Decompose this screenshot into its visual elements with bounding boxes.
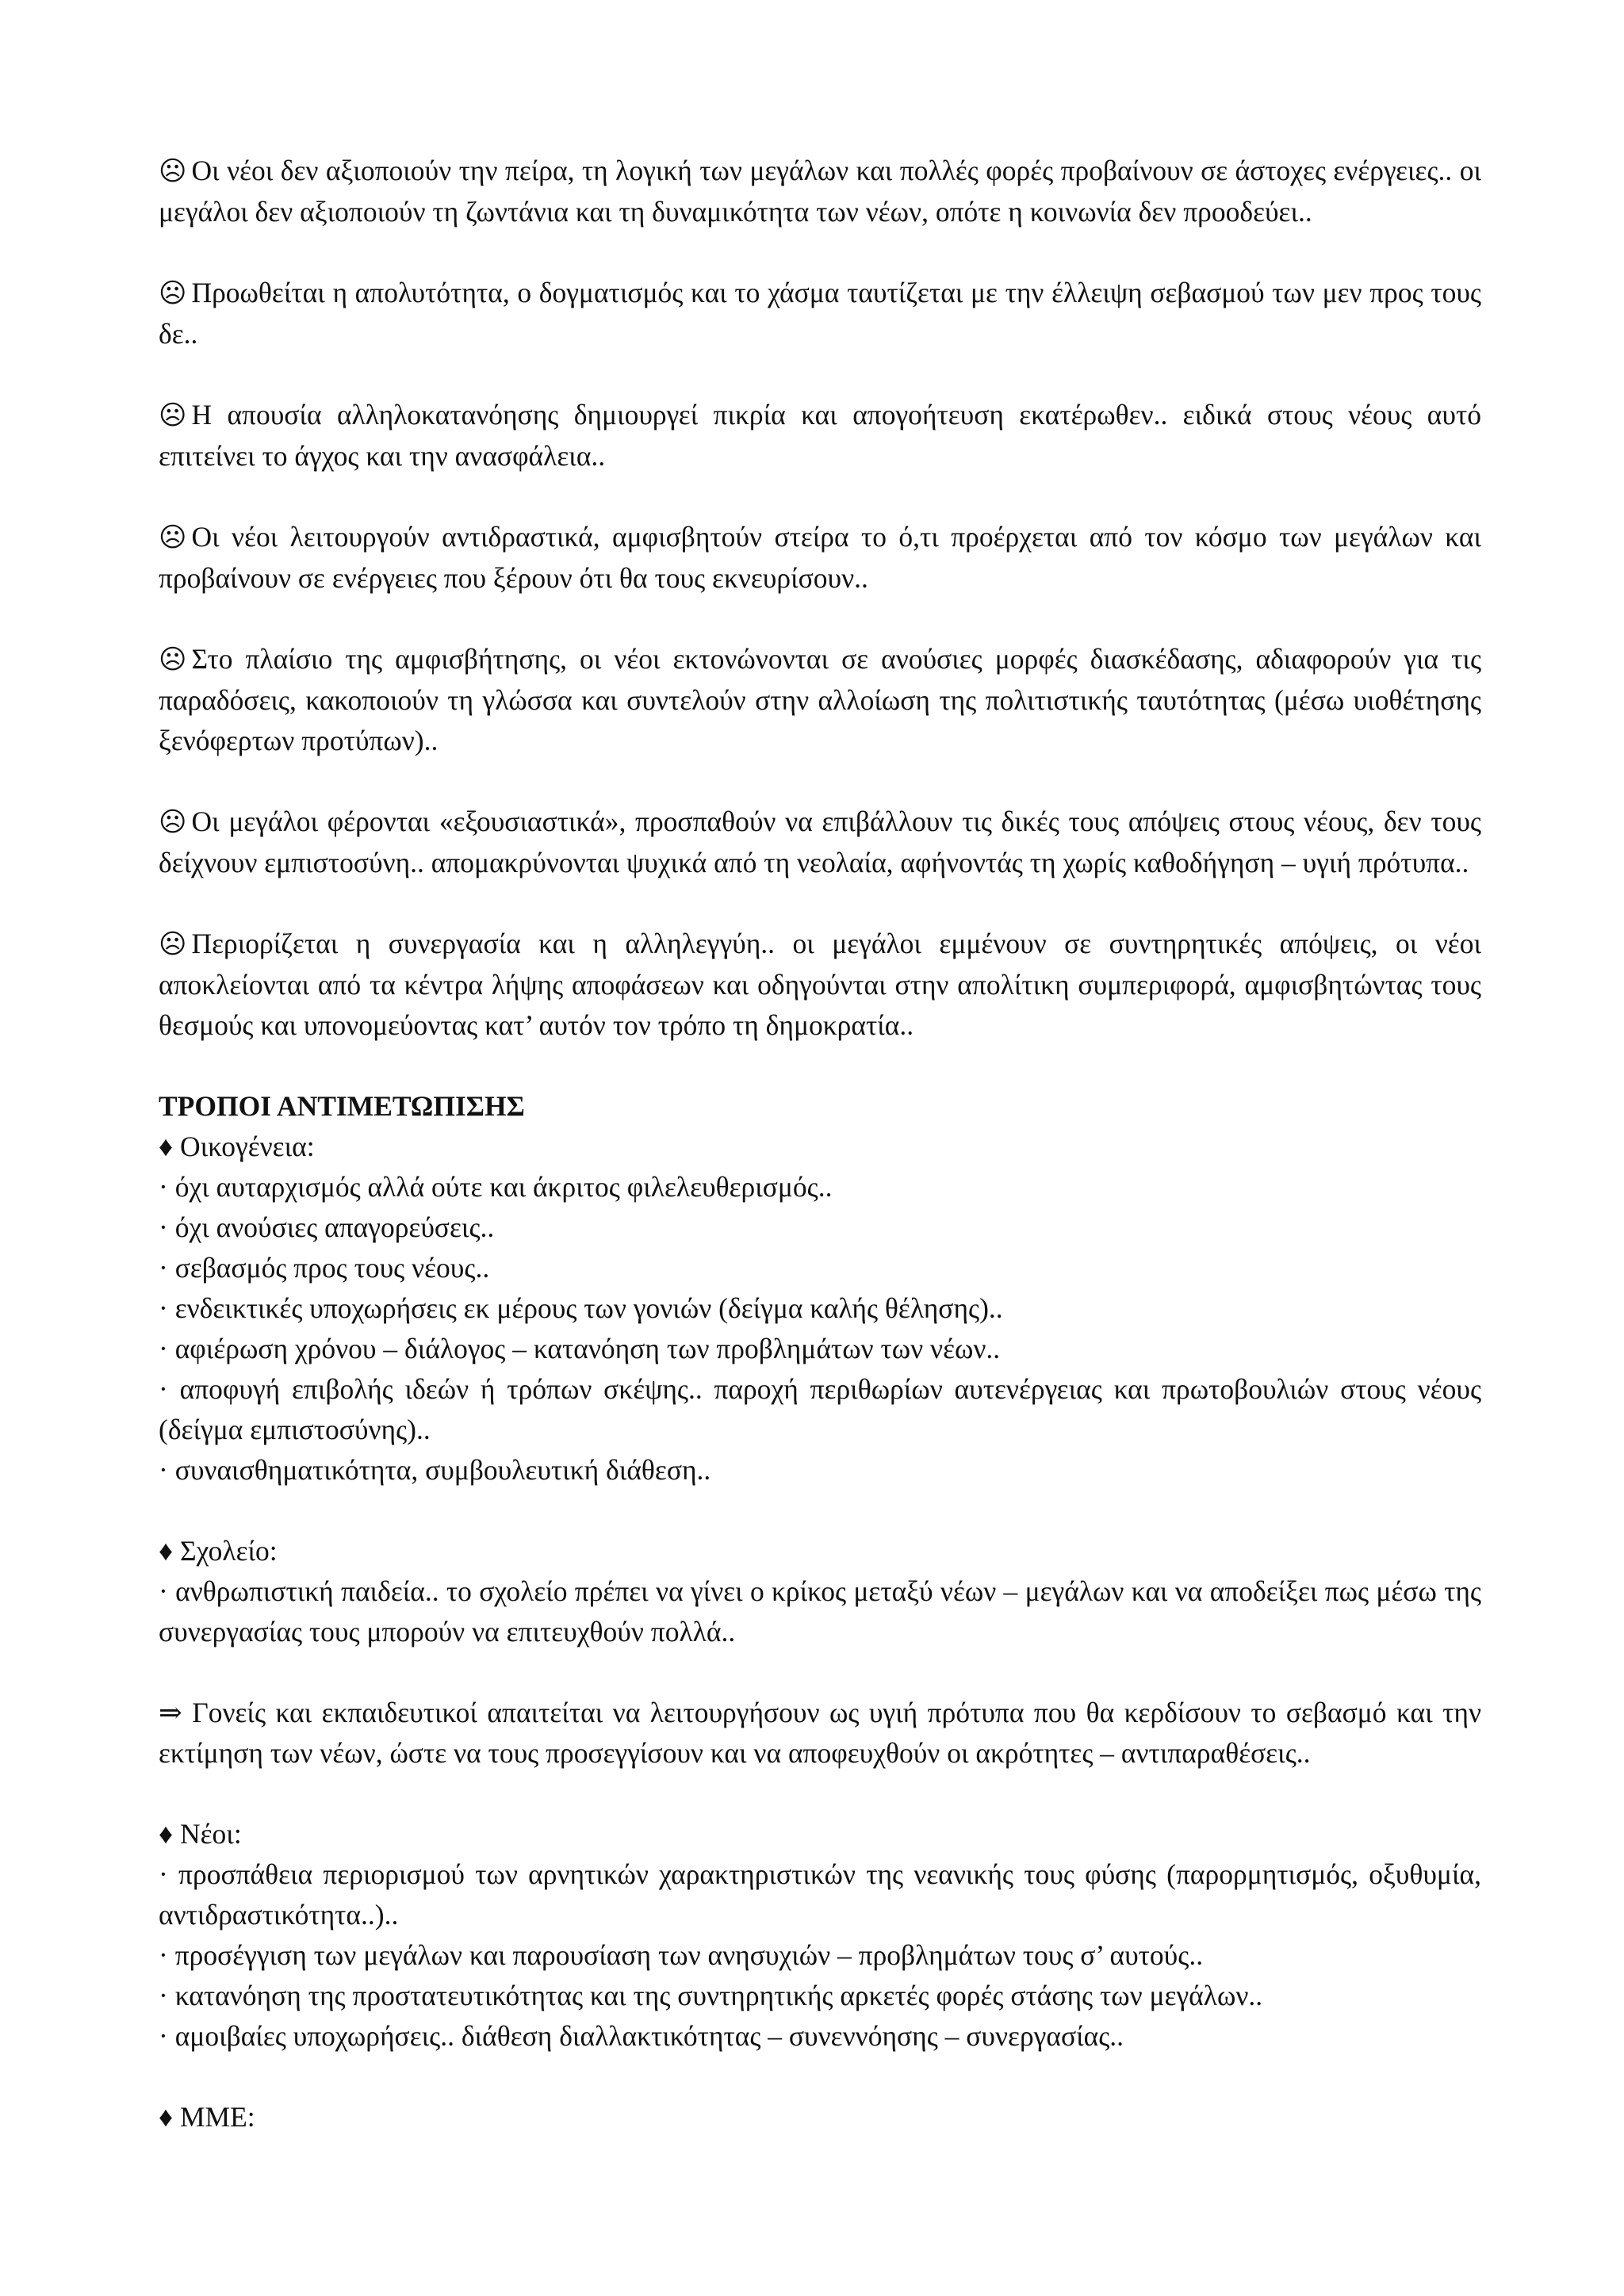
sad-face-icon: ☹	[159, 400, 187, 431]
family-item: · όχι αυταρχισμός αλλά ούτε και άκριτος φιλελευθερισμός..	[159, 1171, 833, 1203]
paragraph-text: Προωθείται η απολυτότητα, ο δογματισμός και το χάσμα ταυτίζεται με την έλλειψη σεβασμού των μεν προς τους δε..	[159, 277, 1481, 350]
consequence-paragraph-2	[159, 273, 1481, 354]
family-item: · ενδεικτικές υποχωρήσεις εκ μέρους των γονιών (δείγμα καλής θέλησης)..	[159, 1292, 1003, 1324]
consequence-paragraph-5	[159, 639, 1481, 761]
conclusion-paragraph: ⇒ Γονείς και εκπαιδευτικοί απαιτείται να λειτουργήσουν ως υγιή πρότυπα που θα κερδίσουν το σεβασμό και την εκτίμηση των νέων, ώστε να τους προσεγγίσουν και να αποφευχθούν οι ακρότητες – αντιπαραθέσεις..	[159, 1697, 1481, 1769]
paragraph-text: Οι νέοι λειτουργούν αντιδραστικά, αμφισβητούν στείρα το ό,τι προέρχεται από τον κόσμο των μεγάλων και προβαίνουν σε ενέργειες που ξέρουν ότι θα τους εκνευρίσουν..	[159, 521, 1481, 594]
family-item: · όχι ανούσιες απαγορεύσεις..	[159, 1211, 495, 1243]
consequence-paragraph-4	[159, 517, 1481, 599]
school-item: · ανθρωπιστική παιδεία.. το σχολείο πρέπει να γίνει ο κρίκος μεταξύ νέων – μεγάλων και να αποδείξει πως μέσω της συνεργασίας τους μπορούν να επιτευχθούν πολλά..	[159, 1575, 1481, 1647]
paragraph-text: Περιορίζεται η συνεργασία και η αλληλεγγύη.. οι μεγάλοι εμμένουν σε συντηρητικές απόψεις, οι νέοι αποκλείονται από τα κέντρα λήψης αποφάσεων και οδηγούνται στην απολίτικη συμπεριφορά, αμφισβητώντας τους θεσμούς και υπονομεύοντας κατ’ αυτόν τον τρόπο τη δημοκρατία..	[159, 928, 1481, 1041]
paragraph-text: Στο πλαίσιο της αμφισβήτησης, οι νέοι εκτονώνονται σε ανούσιες μορφές διασκέδασης, αδιαφορούν για τις παραδόσεις, κακοποιούν τη γλώσσα και συντελούν στην αλλοίωση της πολιτιστικής ταυτότητας (μέσω υιοθέτησης ξενόφερτων προτύπων)..	[159, 643, 1481, 756]
school-title: ♦ Σχολείο:	[159, 1535, 278, 1567]
spacer	[159, 1490, 1481, 1531]
sad-face-icon: ☹	[159, 522, 187, 553]
document-page	[159, 151, 1481, 2137]
spacer	[159, 2057, 1481, 2097]
consequence-paragraph-7	[159, 924, 1481, 1046]
spacer	[159, 1774, 1481, 1814]
sad-face-icon: ☹	[159, 155, 187, 187]
paragraph-text: Η απουσία αλληλοκατανόησης δημιουργεί πικρία και απογοήτευση εκατέρωθεν.. ειδικά στους νέους αυτό επιτείνει το άγχος και την ανασφάλεια..	[159, 399, 1481, 472]
youth-item: · προσέγγιση των μεγάλων και παρουσίαση των ανησυχιών – προβλημάτων τους σ’ αυτούς..	[159, 1939, 1204, 1971]
section-heading: ΤΡΟΠΟΙ ΑΝΤΙΜΕΤΩΠΙΣΗΣ	[159, 1090, 525, 1122]
consequence-paragraph-3	[159, 395, 1481, 476]
consequence-paragraph-6	[159, 802, 1481, 883]
sad-face-icon: ☹	[159, 928, 187, 960]
paragraph-text: Οι νέοι δεν αξιοποιούν την πείρα, τη λογική των μεγάλων και πολλές φορές προβαίνουν σε άστοχες ενέργειες.. οι μεγάλοι δεν αξιοποιούν τη ζωντάνια και τη δυναμικότητα των νέων, οπότε η κοινωνία δεν προοδεύει..	[159, 155, 1481, 228]
consequence-paragraph-1	[159, 151, 1481, 232]
youth-item: · προσπάθεια περιορισμού των αρνητικών χαρακτηριστικών της νεανικής τους φύσης (παρορμητισμός, οξυθυμία, αντιδραστικότητα..)..	[159, 1858, 1481, 1931]
youth-title: ♦ Νέοι:	[159, 1818, 242, 1850]
family-item: · αποφυγή επιβολής ιδεών ή τρόπων σκέψης.. παροχή περιθωρίων αυτενέργειας και πρωτοβουλιών στους νέους (δείγμα εμπιστοσύνης)..	[159, 1373, 1481, 1445]
paragraph-text: Οι μεγάλοι φέρονται «εξουσιαστικά», προσπαθούν να επιβάλλουν τις δικές τους απόψεις στους νέους, δεν τους δείχνουν εμπιστοσύνη.. απομακρύνονται ψυχικά από τη νεολαία, αφήνοντάς τη χωρίς καθοδήγηση – υγιή πρότυπα..	[159, 806, 1481, 878]
youth-item: · κατανόηση της προστατευτικότητας και της συντηρητικής αρκετές φορές στάσης των μεγάλων..	[159, 1980, 1263, 2011]
family-title: ♦ Οικογένεια:	[159, 1131, 315, 1162]
sad-face-icon: ☹	[159, 277, 187, 309]
sad-face-icon: ☹	[159, 644, 187, 675]
youth-item: · αμοιβαίες υποχωρήσεις.. διάθεση διαλλακτικότητας – συνεννόησης – συνεργασίας..	[159, 2020, 1124, 2052]
spacer	[159, 1652, 1481, 1693]
family-item: · αφιέρωση χρόνου – διάλογος – κατανόηση των προβλημάτων των νέων..	[159, 1333, 1001, 1364]
sad-face-icon: ☹	[159, 806, 187, 838]
media-title: ♦ ΜΜΕ:	[159, 2101, 255, 2133]
family-item: · συναισθηματικότητα, συμβουλευτική διάθεση..	[159, 1454, 711, 1486]
family-item: · σεβασμός προς τους νέους..	[159, 1252, 490, 1284]
